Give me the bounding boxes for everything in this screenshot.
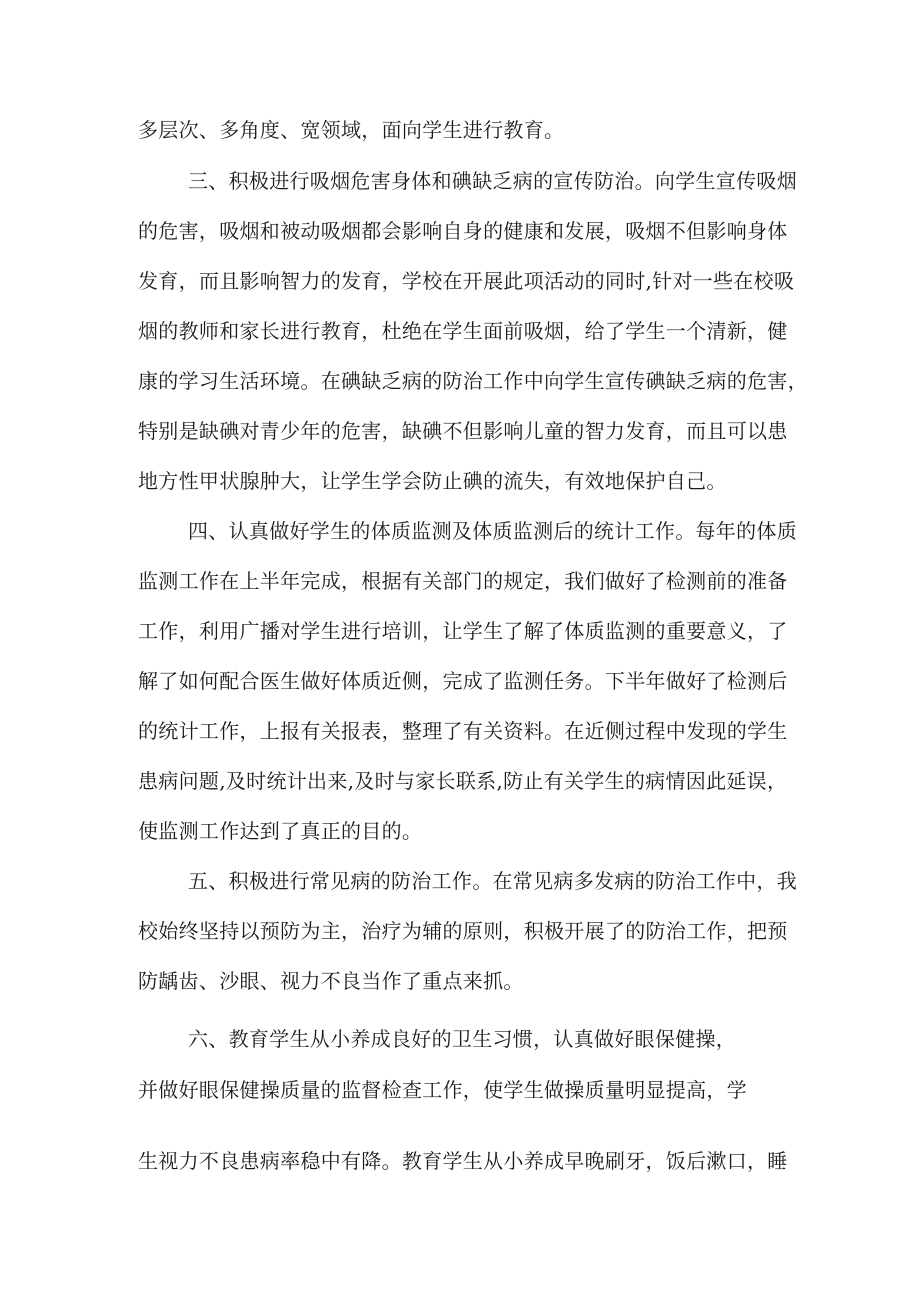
paragraph-4-heading-line: 四、认真做好学生的体质监测及体质监测后的统计工作。每年的体质 [188,519,797,543]
paragraph-6-heading-line: 六、教育学生从小养成良好的卫生习惯，认真做好眼保健操， [188,1027,737,1051]
text-line: 患病问题,及时统计出来,及时与家长联系,防止有关学生的病情因此延误， [138,769,788,793]
text-line: 烟的教师和家长进行教育，杜绝在学生面前吸烟，给了学生一个清新，健 [138,319,788,343]
text-line: 的统计工作，上报有关报表，整理了有关资料。在近侧过程中发现的学生 [138,719,788,743]
text-line: 康的学习生活环境。在碘缺乏病的防治工作中向学生宣传碘缺乏病的危害， [138,369,808,393]
text-line: 并做好眼保健操质量的监督检查工作，使学生做操质量明显提高，学 [138,1078,747,1102]
paragraph-3-heading-line: 三、积极进行吸烟危害身体和碘缺乏病的宣传防治。向学生宣传吸烟 [188,169,797,193]
text-line: 使监测工作达到了真正的目的。 [138,819,423,843]
text-line: 解了如何配合医生做好体质近侧，完成了监测任务。下半年做好了检测后 [138,669,788,693]
text-line: 多层次、多角度、宽领域，面向学生进行教育。 [138,118,565,142]
text-line: 防龋齿、沙眼、视力不良当作了重点来抓。 [138,969,524,993]
paragraph-5-heading-line: 五、积极进行常见病的防治工作。在常见病多发病的防治工作中，我 [188,869,797,893]
text-line: 工作，利用广播对学生进行培训，让学生了解了体质监测的重要意义，了 [138,619,788,643]
text-line: 特别是缺碘对青少年的危害，缺碘不但影响儿童的智力发育，而且可以患 [138,419,788,443]
text-line: 地方性甲状腺肿大，让学生学会防止碘的流失，有效地保护自己。 [138,469,727,493]
text-line: 监测工作在上半年完成，根据有关部门的规定，我们做好了检测前的准备 [138,569,788,593]
text-line: 发育，而且影响智力的发育，学校在开展此项活动的同时,针对一些在校吸 [138,269,795,293]
text-line: 校始终坚持以预防为主，治疗为辅的原则，积极开展了的防治工作，把预 [138,919,788,943]
text-line: 的危害，吸烟和被动吸烟都会影响自身的健康和发展，吸烟不但影响身体 [138,219,788,243]
text-line: 生视力不良患病率稳中有降。教育学生从小养成早晚刷牙，饭后漱口，睡 [138,1149,788,1173]
